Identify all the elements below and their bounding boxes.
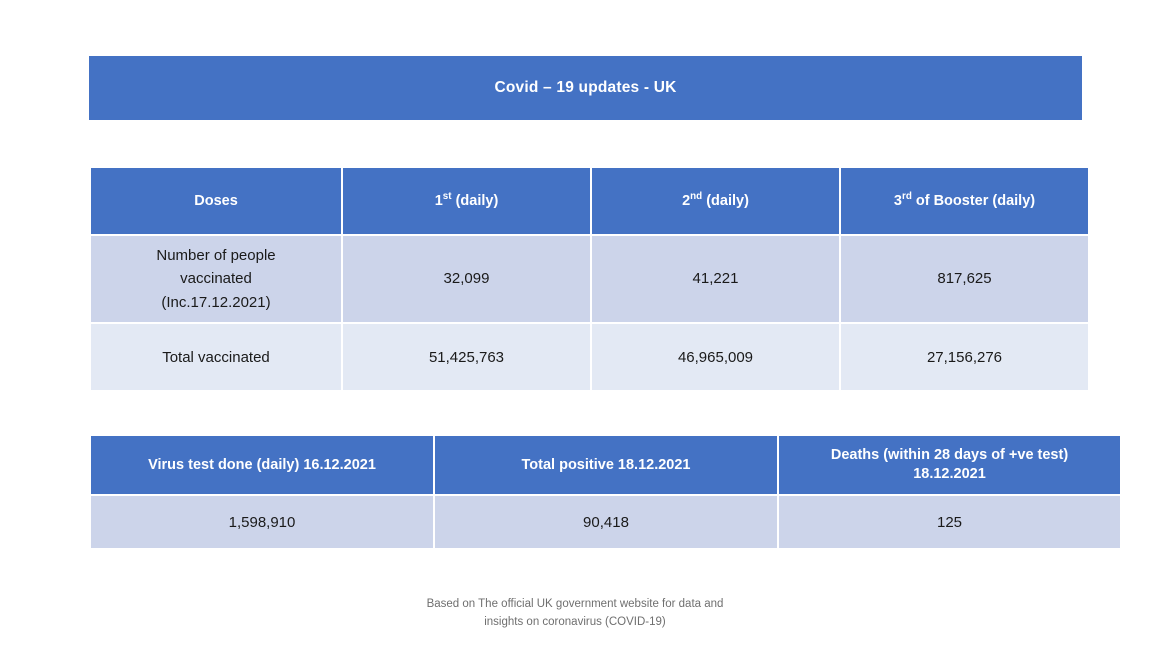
header-booster-dose-sup: rd [901,191,912,203]
header-first-dose [343,168,590,234]
row-label-total-vaccinated: Total vaccinated [91,324,341,390]
header-booster-dose [841,168,1088,234]
row-label-line1: Number of people [156,247,276,265]
header-booster-dose-post: of Booster (daily) [911,192,1036,209]
header-first-dose-sup: st [442,191,452,203]
value-total-first-dose: 51,425,763 [343,324,590,390]
row-label-line2: vaccinated [180,270,252,288]
header-doses: Doses [91,168,341,234]
value-virus-tests: 1,598,910 [91,496,433,548]
header-second-dose-post: (daily) [702,192,749,209]
table-header-row [91,168,1088,234]
row-label-people-vaccinated [91,236,341,322]
table-header-row [91,436,1120,494]
header-second-dose [592,168,839,234]
source-note-line2: insights on coronavirus (COVID-19) [484,615,666,628]
value-total-booster-dose: 27,156,276 [841,324,1088,390]
page-title: Covid – 19 updates - UK [494,79,677,96]
value-daily-second-dose: 41,221 [592,236,839,322]
value-daily-booster-dose: 817,625 [841,236,1088,322]
header-total-positive: Total positive 18.12.2021 [435,436,777,494]
header-deaths [779,436,1120,494]
value-total-second-dose: 46,965,009 [592,324,839,390]
header-booster-dose-pre: 3 [893,192,902,209]
title-banner [89,56,1082,120]
header-first-dose-pre: 1 [434,192,443,209]
header-first-dose-post: (daily) [451,192,499,209]
header-deaths-line2: 18.12.2021 [913,466,986,482]
table-row [91,496,1120,548]
vaccination-table [89,166,1090,392]
source-note [0,596,1150,632]
header-second-dose-sup: nd [690,191,703,203]
value-deaths: 125 [779,496,1120,548]
header-virus-tests: Virus test done (daily) 16.12.2021 [91,436,433,494]
table-row [91,324,1088,390]
value-daily-first-dose: 32,099 [343,236,590,322]
source-note-line1: Based on The official UK government website for data and [426,598,724,610]
header-second-dose-pre: 2 [682,192,691,209]
value-total-positive: 90,418 [435,496,777,548]
header-deaths-line1: Deaths (within 28 days of +ve test) [830,447,1069,464]
table-row [91,236,1088,322]
row-label-line3: (Inc.17.12.2021) [161,293,271,311]
stats-table [89,434,1122,550]
